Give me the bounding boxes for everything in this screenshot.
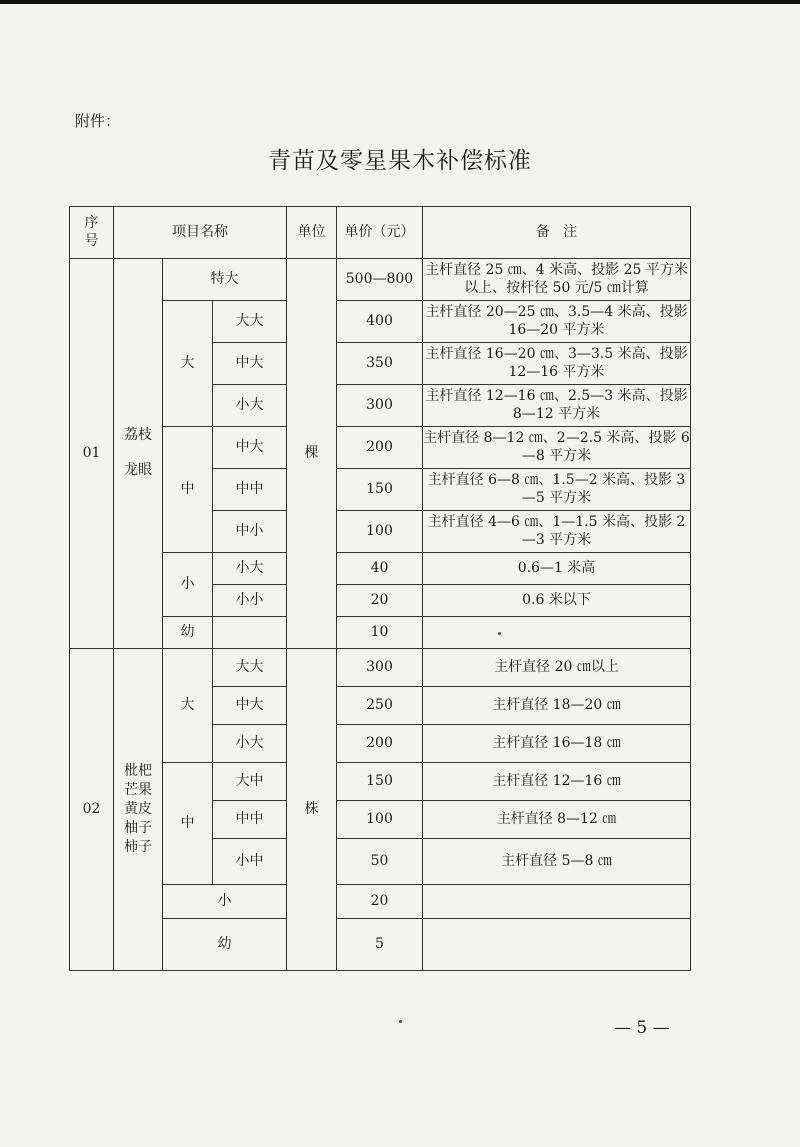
table-row xyxy=(70,259,691,301)
row-price: 250 xyxy=(337,687,423,725)
row-price: 400 xyxy=(337,301,423,343)
row-price: 20 xyxy=(337,885,423,919)
header-note: 备 注 xyxy=(423,207,691,259)
row-category: 大 xyxy=(163,649,213,763)
row-note: 主杆直径 16—18 ㎝ xyxy=(423,725,691,763)
attachment-label: 附件： xyxy=(75,112,121,130)
row-subcategory: 小小 xyxy=(213,585,287,617)
row-price: 40 xyxy=(337,553,423,585)
row-category: 特大 xyxy=(163,259,287,301)
row-note: 0.6—1 米高 xyxy=(423,553,691,585)
row-price: 100 xyxy=(337,511,423,553)
table-row xyxy=(70,301,691,343)
row-subcategory: 小大 xyxy=(213,553,287,585)
row-subcategory: 中小 xyxy=(213,511,287,553)
row-note: 主杆直径 6—8 ㎝、1.5—2 米高、投影 3—5 平方米 xyxy=(423,469,691,511)
row-note: 主杆直径 8—12 ㎝、2—2.5 米高、投影 6—8 平方米 xyxy=(423,427,691,469)
scan-speck xyxy=(498,632,501,635)
table-row xyxy=(70,885,691,919)
group1-name: 荔枝 龙眼 xyxy=(114,259,163,649)
row-subcategory: 小大 xyxy=(213,725,287,763)
row-subcategory: 小中 xyxy=(213,839,287,885)
row-price: 50 xyxy=(337,839,423,885)
row-price: 20 xyxy=(337,585,423,617)
row-note xyxy=(423,919,691,971)
table-row xyxy=(70,553,691,585)
header-price: 单价（元） xyxy=(337,207,423,259)
row-category: 中 xyxy=(163,427,213,553)
scan-top-edge xyxy=(0,0,800,4)
group1-unit: 棵 xyxy=(287,259,337,649)
row-subcategory: 小大 xyxy=(213,385,287,427)
row-subcategory: 中大 xyxy=(213,687,287,725)
row-subcategory: 中中 xyxy=(213,801,287,839)
row-subcategory: 大大 xyxy=(213,649,287,687)
table-row xyxy=(70,427,691,469)
row-note: 0.6 米以下 xyxy=(423,585,691,617)
row-note: 主杆直径 20—25 ㎝、3.5—4 米高、投影 16—20 平方米 xyxy=(423,301,691,343)
row-price: 5 xyxy=(337,919,423,971)
row-price: 200 xyxy=(337,427,423,469)
header-item-name: 项目名称 xyxy=(114,207,287,259)
table-row xyxy=(70,649,691,687)
row-price: 200 xyxy=(337,725,423,763)
page-number: — 5 — xyxy=(614,1018,670,1038)
row-note: 主杆直径 20 ㎝以上 xyxy=(423,649,691,687)
row-price: 10 xyxy=(337,617,423,649)
row-note: 主杆直径 18—20 ㎝ xyxy=(423,687,691,725)
row-price: 150 xyxy=(337,763,423,801)
row-note: 主杆直径 12—16 ㎝、2.5—3 米高、投影 8—12 平方米 xyxy=(423,385,691,427)
header-seq: 序 号 xyxy=(70,207,114,259)
table-row xyxy=(70,919,691,971)
row-category: 中 xyxy=(163,763,213,885)
row-note xyxy=(423,617,691,649)
row-price: 500—800 xyxy=(337,259,423,301)
row-price: 300 xyxy=(337,649,423,687)
group1-seq: 01 xyxy=(70,259,114,649)
row-note: 主杆直径 12—16 ㎝ xyxy=(423,763,691,801)
row-price: 300 xyxy=(337,385,423,427)
row-category: 幼 xyxy=(163,617,213,649)
row-category: 幼 xyxy=(163,919,287,971)
scan-speck xyxy=(399,1020,402,1023)
row-note: 主杆直径 5—8 ㎝ xyxy=(423,839,691,885)
row-subcategory: 中大 xyxy=(213,343,287,385)
row-price: 100 xyxy=(337,801,423,839)
row-note: 主杆直径 4—6 ㎝、1—1.5 米高、投影 2—3 平方米 xyxy=(423,511,691,553)
row-subcategory: 中大 xyxy=(213,427,287,469)
row-category: 小 xyxy=(163,553,213,617)
compensation-table xyxy=(69,206,691,971)
row-subcategory: 中中 xyxy=(213,469,287,511)
row-subcategory: 大中 xyxy=(213,763,287,801)
row-subcategory xyxy=(213,617,287,649)
table-row xyxy=(70,617,691,649)
group2-seq: 02 xyxy=(70,649,114,971)
group2-name: 枇杷 芒果 黄皮 柚子 柿子 xyxy=(114,649,163,971)
page-title: 青苗及零星果木补偿标准 xyxy=(268,148,532,174)
table-header-row xyxy=(70,207,691,259)
group2-unit: 株 xyxy=(287,649,337,971)
table-row xyxy=(70,763,691,801)
row-note: 主杆直径 25 ㎝、4 米高、投影 25 平方米以上、按杆径 50 元/5 ㎝计算 xyxy=(423,259,691,301)
row-category: 小 xyxy=(163,885,287,919)
row-note: 主杆直径 16—20 ㎝、3—3.5 米高、投影 12—16 平方米 xyxy=(423,343,691,385)
row-note: 主杆直径 8—12 ㎝ xyxy=(423,801,691,839)
row-subcategory: 大大 xyxy=(213,301,287,343)
row-note xyxy=(423,885,691,919)
row-category: 大 xyxy=(163,301,213,427)
row-price: 150 xyxy=(337,469,423,511)
row-price: 350 xyxy=(337,343,423,385)
header-unit: 单位 xyxy=(287,207,337,259)
